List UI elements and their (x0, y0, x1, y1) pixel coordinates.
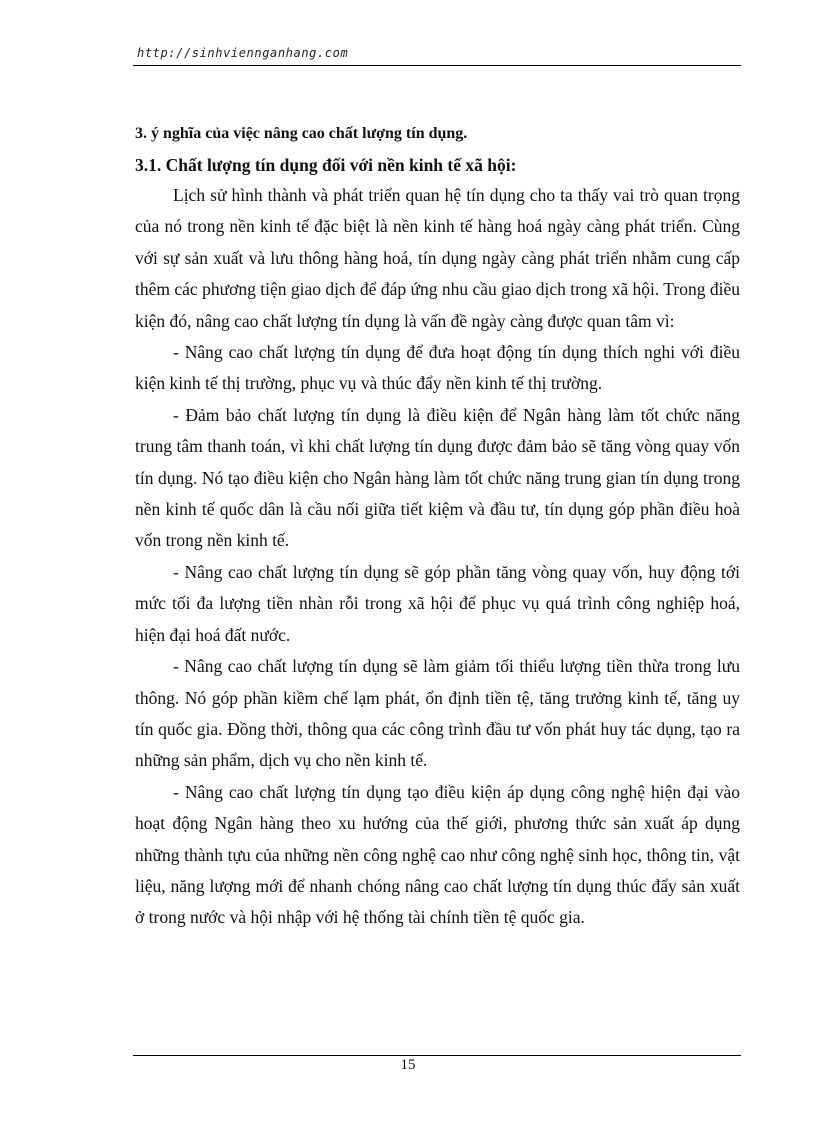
paragraph-point-5: - Nâng cao chất lượng tín dụng tạo điều kiện áp dụng công nghệ hiện đại vào hoạt động Ngân hàng theo xu hướng của thế giới, phương thức sản xuất áp dụng những thành tựu của những nền công nghệ cao như công nghệ sinh học, thông tin, vật liệu, năng lượng mới để nhanh chóng nâng cao chất lượng tín dụng thúc đẩy sản xuất ở trong nước và hội nhập với hệ thống tài chính tiền tệ quốc gia. (135, 781, 740, 928)
page-content (135, 123, 740, 934)
paragraph-point-1: - Nâng cao chất lượng tín dụng để đưa hoạt động tín dụng thích nghi với điều kiện kinh tế thị trường, phục vụ và thúc đẩy nền kinh tế thị trường. (135, 342, 740, 394)
paragraph-point-2: - Đảm bảo chất lượng tín dụng là điều kiện để Ngân hàng làm tốt chức năng trung tâm thanh toán, vì khi chất lượng tín dụng được đảm bảo sẽ tăng vòng quay vốn tín dụng. Nó tạo điều kiện cho Ngân hàng làm tốt chức năng trung gian tín dụng trong nền kinh tế quốc dân là cầu nối giữa tiết kiệm và đầu tư, tín dụng góp phần điều hoà vốn trong nền kinh tế. (135, 404, 740, 551)
subsection-title: 3.1. Chất lượng tín dụng đối với nền kinh tế xã hội: (135, 155, 517, 175)
section-title: 3. ý nghĩa của việc nâng cao chất lượng tín dụng. (135, 125, 468, 142)
paragraph-point-3: - Nâng cao chất lượng tín dụng sẽ góp phần tăng vòng quay vốn, huy động tới mức tối đa lượng tiền nhàn rỗi trong xã hội để phục vụ quá trình công nghiệp hoá, hiện đại hoá đất nước. (135, 561, 740, 645)
paragraph-point-4: - Nâng cao chất lượng tín dụng sẽ làm giảm tối thiểu lượng tiền thừa trong lưu thông. Nó góp phần kiềm chế lạm phát, ổn định tiền tệ, tăng trưởng kinh tế, tăng uy tín quốc gia. Đồng thời, thông qua các công trình đầu tư vốn phát huy tác dụng, tạo ra những sản phẩm, dịch vụ cho nền kinh tế. (135, 656, 740, 771)
header-divider (133, 65, 741, 66)
header-url[interactable]: http://sinhviennganhang.com (137, 46, 349, 60)
footer-divider (133, 1055, 741, 1056)
page-number: 15 (400, 1057, 416, 1073)
paragraph-intro: Lịch sử hình thành và phát triển quan hệ tín dụng cho ta thấy vai trò quan trọng của nó trong nền kinh tế đặc biệt là nền kinh tế hàng hoá ngày càng phát triển. Cùng với sự sản xuất và lưu thông hàng hoá, tín dụng ngày càng phát triển nhằm cung cấp thêm các phương tiện giao dịch để đáp ứng nhu cầu giao dịch trong xã hội. Trong điều kiện đó, nâng cao chất lượng tín dụng là vấn đề ngày càng được quan tâm vì: (135, 185, 740, 331)
